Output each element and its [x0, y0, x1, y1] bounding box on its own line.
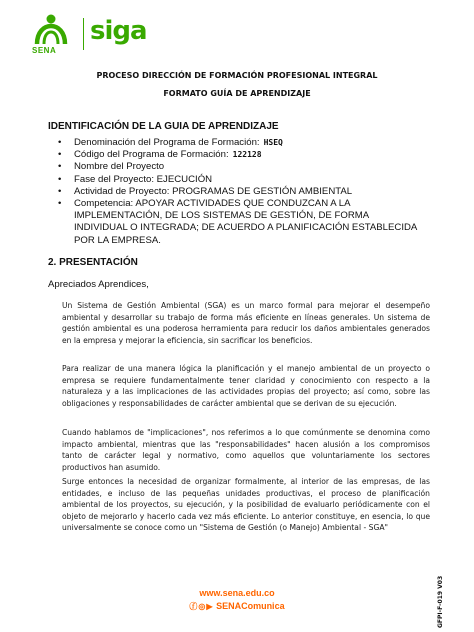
social-handle: SENAComunica: [216, 601, 285, 611]
item-value: HSEQ: [263, 138, 283, 147]
bullet-icon: •: [58, 137, 62, 148]
list-item: [48, 161, 424, 173]
list-item: [48, 174, 424, 186]
footer-url[interactable]: www.sena.edu.co: [199, 588, 275, 598]
item-label: Denominación del Programa de Formación:: [74, 137, 260, 148]
paragraph: Un Sistema de Gestión Ambiental (SGA) es un marco formal para mejorar el desempeño ambiental y desarrollar su trabajo de forma más eficiente en líneas generales. Un sistema de gestión ambiental es una poderosa herramienta para reducir los daños ambientales generados en la empresa y mejorar la eficiencia, sin sacrificar los beneficios.: [62, 301, 430, 345]
bullet-icon: •: [58, 198, 62, 210]
identification-heading: IDENTIFICACIÓN DE LA GUIA DE APRENDIZAJE: [48, 121, 279, 132]
item-label: Fase del Proyecto: EJECUCIÓN: [74, 173, 213, 185]
item-label: Nombre del Proyecto: [74, 161, 165, 173]
bullet-icon: •: [58, 161, 62, 173]
process-title: PROCESO DIRECCIÓN DE FORMACIÓN PROFESIONAL INTEGRAL: [96, 71, 378, 80]
list-item: [48, 186, 424, 198]
paragraph: Cuando hablamos de "implicaciones", nos referimos a lo que comúnmente se denomina como impacto ambiental, mientras que las "responsabilidades" hacen alusión a los compromisos tanto de carácter legal y normativo, como aquellos que voluntariamente los sectores productivos han asumido.: [62, 428, 430, 472]
item-label: Código del Programa de Formación:: [74, 149, 229, 161]
list-item: [48, 198, 424, 247]
bullet-icon: •: [58, 173, 62, 185]
format-title: FORMATO GUÍA DE APRENDIZAJE: [163, 89, 311, 98]
logo-divider: [83, 18, 84, 50]
presentation-heading: 2. PRESENTACIÓN: [48, 257, 138, 268]
footer-social[interactable]: [0, 601, 474, 612]
bullet-icon: •: [58, 149, 62, 161]
paragraph: Surge entonces la necesidad de organizar formalmente, al interior de las empresas, de las entidades, e incluso de las pequeñas unidades productivas, el proceso de planificación ambiental de los proyectos, su ejecución, y la posibilidad de evaluarlo periódicamente con el objeto de mejorarlo y hacerlo cada vez más eficiente. Lo anterior constituye, en esencia, lo que universalmente se conoce como un "Sistema de Gestión (o Manejo) Ambiental - SGA": [62, 477, 430, 533]
facebook-icon[interactable]: ⓕ: [189, 602, 198, 611]
instagram-icon[interactable]: ◎: [198, 602, 206, 611]
paragraph: Para realizar de una manera lógica la planificación y el manejo ambiental de un proyecto o empresa se requiere fundamentalmente tener claridad y conocimiento con respecto a la naturaleza y a las implicaciones de las actividades propias del proyecto; así como, sobre las obligaciones y responsabilidades de carácter ambiental que se derivan de su ejecución.: [62, 364, 430, 408]
document-code: GFPI-F-019 V03: [437, 575, 444, 628]
sena-logo-text: SENA: [32, 46, 57, 55]
bullet-icon: •: [58, 185, 62, 197]
sena-emblem-icon: [34, 14, 68, 46]
greeting-text: Apreciados Aprendices,: [48, 279, 149, 290]
page-header: [26, 14, 466, 58]
identification-list: [48, 137, 424, 247]
item-label: Actividad de Proyecto: PROGRAMAS DE GESTIÓN AMBIENTAL: [74, 185, 353, 197]
list-item: [48, 149, 424, 161]
list-item: [48, 137, 424, 149]
item-value: 122128: [232, 150, 262, 160]
sena-logo: [26, 14, 78, 58]
siga-logo: siga: [90, 16, 147, 46]
item-label: Competencia: APOYAR ACTIVIDADES QUE CONDUZCAN A LA IMPLEMENTACIÓN, DE LOS SISTEMAS DE GESTIÓN, DE FORMA INDIVIDUAL O INTEGRADA; DE ACUERDO A PLANIFICACIÓN ESTABLECIDA POR LA EMPRESA.: [74, 198, 417, 246]
youtube-icon[interactable]: ▶: [206, 602, 213, 611]
